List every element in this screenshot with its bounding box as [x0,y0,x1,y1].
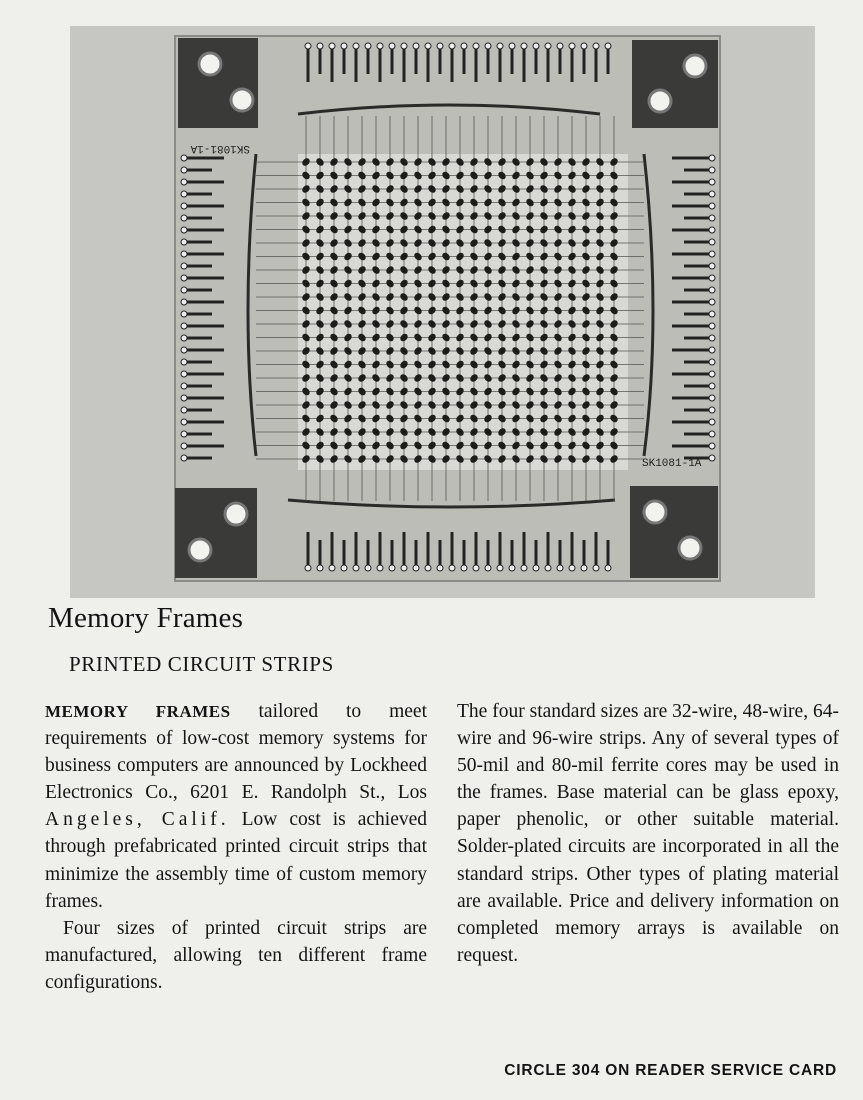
mounting-hole [649,90,671,112]
article-left-column [45,698,427,996]
article-right-column [457,698,839,969]
corner-block-bottom-left [175,488,257,578]
left-paragraph-1 [45,698,427,915]
mounting-hole [644,501,666,523]
corner-block-top-right [632,40,718,128]
reader-service-footer: CIRCLE 304 ON READER SERVICE CARD [504,1062,837,1079]
memory-frame-photo [70,26,815,598]
corner-block-bottom-right [630,486,718,578]
left-p1-text-b: Low cost is achieved through prefabricated printed circuit strips that minimize the assembly time of custom memory frames. [45,809,427,912]
article-title: Memory Frames [48,602,244,634]
memory-frame-illustration [70,26,815,598]
frame-label-top: SK1081-1A [190,142,250,154]
article-subtitle: PRINTED CIRCUIT STRIPS [69,652,334,676]
mounting-hole [679,537,701,559]
mounting-hole [231,89,253,111]
ferrite-core-array [301,157,619,464]
mounting-hole [199,53,221,75]
left-p1-spaced: Angeles, Calif. [45,809,230,831]
corner-block-top-left [178,38,258,128]
lead-in: MEMORY FRAMES [45,702,231,721]
left-p1-text-a: tailored to meet requirements of low-cost memory systems for business computers are announced by Lockheed Electronics Co., 6201 E. Randolph St., Los [45,701,427,804]
frame-label-bottom: SK1081-1A [642,458,702,470]
right-paragraph-1: The four standard sizes are 32-wire, 48-wire, 64-wire and 96-wire strips. Any of several types of 50-mil and 80-mil ferrite cores may be used in the frames. Base material can be glass epoxy, paper phenolic, or other suitable material. Solder-plated circuits are incorporated in all the standard strips. Other types of plating material are available. Price and delivery information on completed memory arrays is available on request. [457,701,839,966]
mounting-hole [189,539,211,561]
mounting-hole [684,55,706,77]
mounting-hole [225,503,247,525]
left-paragraph-2: Four sizes of printed circuit strips are manufactured, allowing ten different frame configurations. [45,917,427,993]
